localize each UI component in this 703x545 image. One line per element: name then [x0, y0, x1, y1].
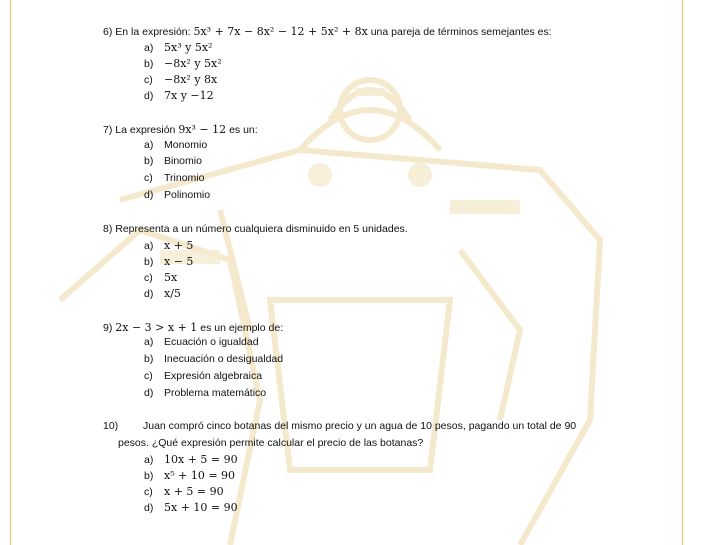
question-10-number: 10) [103, 420, 119, 432]
q8-option-a[interactable]: a) x + 5 [144, 239, 194, 252]
q9-option-a[interactable]: a) Ecuación o igualdad [144, 336, 259, 348]
q6-option-a[interactable]: a) 5x³ y 5x² [144, 41, 213, 54]
question-10-line-2: pesos. ¿Qué expresión permite calcular el precio de las botanas? [118, 437, 424, 449]
question-7-expression: 9x³ − 12 [178, 123, 227, 136]
question-6-prefix: 6) En la expresión: [103, 26, 191, 38]
question-7-suffix: es un: [229, 124, 258, 136]
question-6-suffix: una pareja de términos semejantes es: [370, 26, 552, 38]
question-8-text: 8) Representa a un número cualquiera disminuido en 5 unidades. [103, 223, 408, 235]
q7-option-b[interactable]: b) Binomio [144, 155, 202, 167]
question-7-prefix: 7) La expresión [103, 124, 176, 136]
q10-option-c[interactable]: c) x + 5 = 90 [144, 485, 224, 498]
question-9-expression: 2x − 3 > x + 1 [115, 321, 198, 334]
q9-option-b[interactable]: b) Inecuación o desigualdad [144, 353, 284, 365]
question-9-prefix: 9) [103, 322, 113, 334]
question-8 [103, 223, 408, 236]
q6-option-c[interactable]: c) −8x² y 8x [144, 73, 218, 86]
q7-option-d[interactable]: d) Polinomio [144, 189, 211, 201]
question-9 [103, 321, 283, 335]
q8-option-d[interactable]: d) x/5 [144, 287, 181, 300]
q6-option-d[interactable]: d) 7x y −12 [144, 89, 214, 102]
q9-option-d[interactable]: d) Problema matemático [144, 387, 267, 399]
q10-option-d[interactable]: d) 5x + 10 = 90 [144, 501, 238, 514]
q6-option-b[interactable]: b) −8x² y 5x² [144, 57, 222, 70]
question-7 [103, 123, 258, 137]
question-9-suffix: es un ejemplo de: [200, 322, 284, 334]
q10-option-a[interactable]: a) 10x + 5 = 90 [144, 453, 238, 466]
q8-option-c[interactable]: c) 5x [144, 271, 178, 284]
q9-option-c[interactable]: c) Expresión algebraica [144, 370, 263, 382]
question-6 [103, 25, 552, 39]
q10-option-b[interactable]: b) x⁵ + 10 = 90 [144, 469, 236, 482]
question-6-expression: 5x³ + 7x − 8x² − 12 + 5x² + 8x [193, 25, 368, 38]
q7-option-c[interactable]: c) Trinomio [144, 172, 205, 184]
q8-option-b[interactable]: b) x − 5 [144, 255, 194, 268]
q7-option-a[interactable]: a) Monomio [144, 139, 208, 151]
question-10-line-1: Juan compró cinco botanas del mismo precio y un agua de 10 pesos, pagando un total de 90 [143, 420, 577, 432]
